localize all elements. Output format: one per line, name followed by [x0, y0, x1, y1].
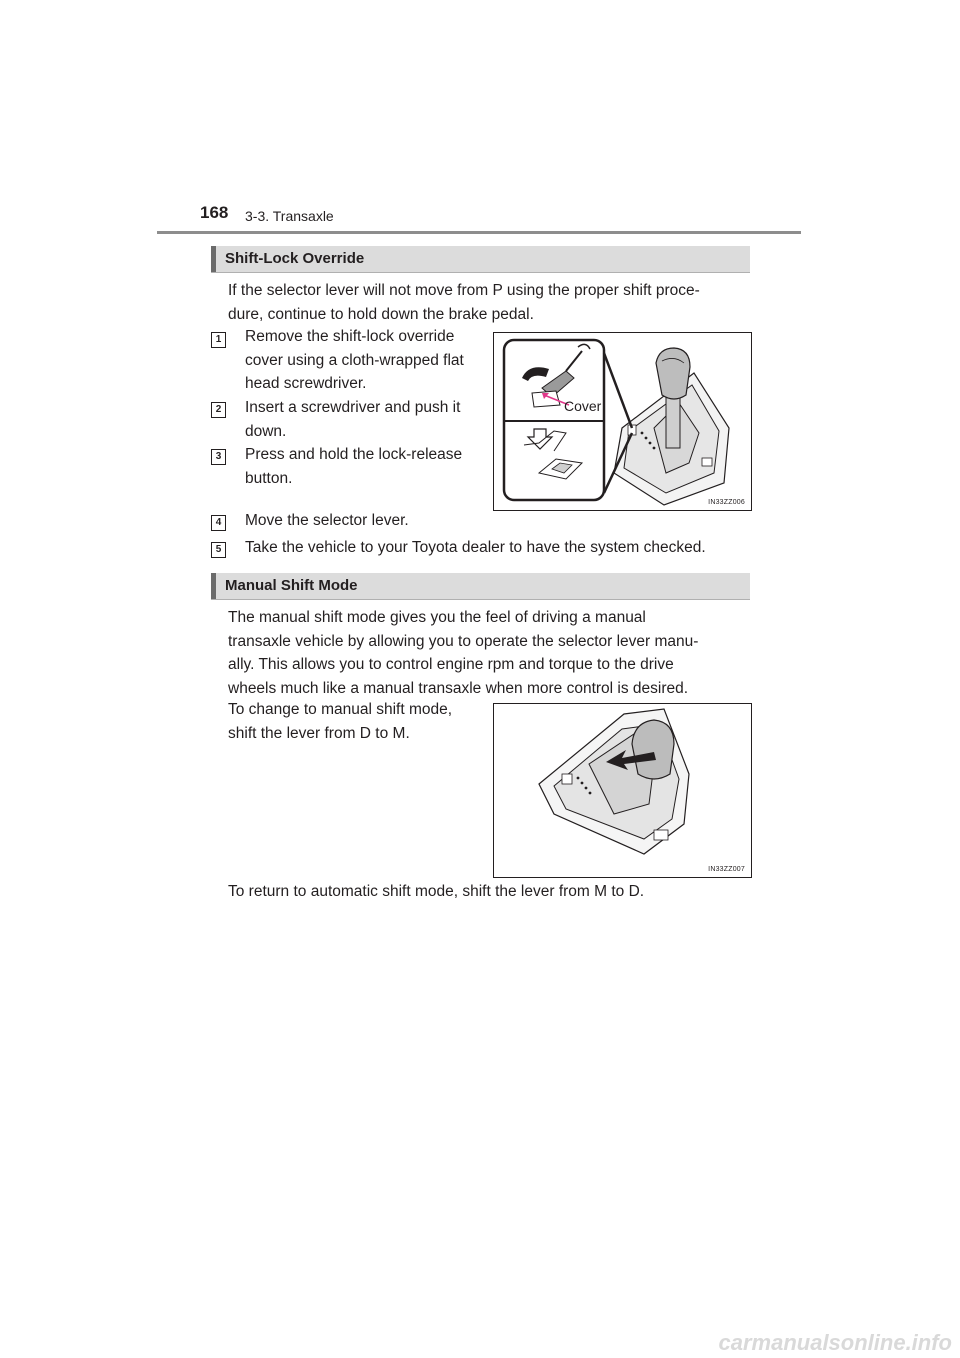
step-number-5: 5	[211, 542, 226, 558]
step-3-text: Press and hold the lock-release button.	[245, 446, 463, 487]
watermark: carmanualsonline.info	[718, 1330, 952, 1355]
page-number: 168	[200, 203, 229, 222]
header-rule	[157, 231, 801, 234]
section-title: Manual Shift Mode	[225, 577, 358, 594]
step-2-text: Insert a screwdriver and push it down.	[245, 399, 461, 440]
step-number-1: 1	[211, 332, 226, 348]
manual-shift-illustration	[494, 704, 751, 877]
manual-change-text: To change to manual shift mode, shift the lever from D to M.	[228, 701, 453, 742]
step-number-3: 3	[211, 449, 226, 465]
cover-label: Cover	[564, 398, 602, 414]
chapter-title: 3-3. Transaxle	[245, 208, 334, 224]
manual-return-text: To return to automatic shift mode, shift the lever from M to D.	[228, 883, 645, 900]
shift-lock-intro: If the selector lever will not move from P using the proper shift proce- dure, continue to hold down the brake pedal.	[228, 282, 700, 323]
shift-lock-figure	[493, 332, 752, 511]
figure-code: IN33ZZ007	[708, 866, 745, 873]
section-heading-shift-lock	[211, 246, 750, 273]
manual-intro: The manual shift mode gives you the feel of driving a manual transaxle vehicle by allowing you to operate the selector lever manu- ally. This allows you to control engine rpm and torque to the drive wheels much like a manual transaxle when more control is desired.	[228, 609, 699, 697]
step-1-text: Remove the shift-lock override cover using a cloth-wrapped flat head screwdriver.	[245, 328, 464, 392]
step-4-text: Move the selector lever.	[245, 512, 409, 529]
figure-code: IN33ZZ006	[708, 499, 745, 506]
shift-lock-illustration	[494, 333, 751, 510]
manual-shift-figure	[493, 703, 752, 878]
section-heading-manual-shift	[211, 573, 750, 600]
section-title: Shift-Lock Override	[225, 250, 365, 267]
step-5-text: Take the vehicle to your Toyota dealer to have the system checked.	[245, 539, 706, 556]
step-number-4: 4	[211, 515, 226, 531]
step-number-2: 2	[211, 402, 226, 418]
